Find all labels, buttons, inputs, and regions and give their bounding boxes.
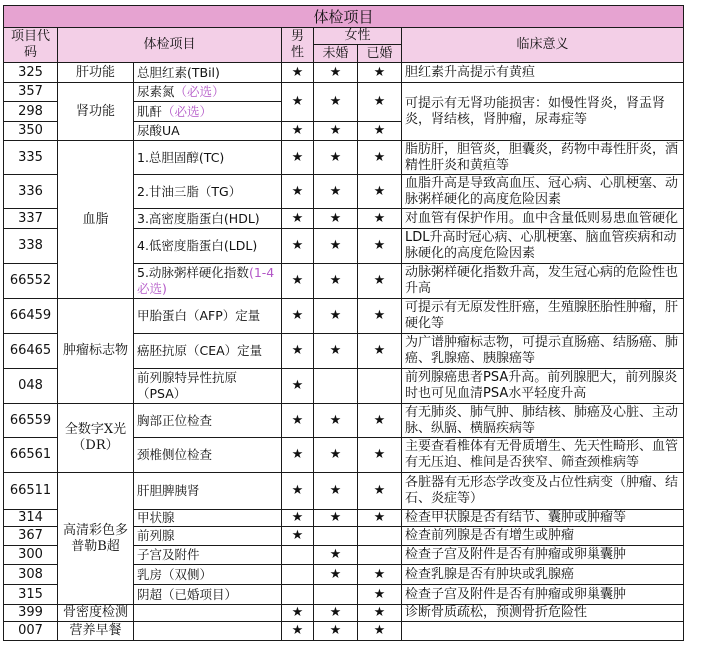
unmarried-cell: ★ [314, 473, 358, 510]
male-cell: ★ [282, 229, 314, 264]
code-cell: 66552 [4, 264, 58, 299]
male-cell: ★ [282, 438, 314, 473]
required-note: （必选） [174, 84, 225, 99]
unmarried-cell: ★ [314, 334, 358, 369]
table-row [4, 83, 684, 102]
meaning-cell: 对血管有保护作用。血中含量低则易患血管硬化 [402, 209, 684, 229]
married-cell: ★ [358, 209, 402, 229]
code-cell: 337 [4, 209, 58, 229]
married-cell: ★ [358, 404, 402, 438]
item-label: 尿素氮 [137, 84, 175, 99]
married-cell: ★ [358, 175, 402, 209]
meaning-cell: 脂肪肝，胆管炎，胆囊炎，药物中毒性肝炎，酒精性肝炎和黄疸等 [402, 141, 684, 175]
meaning-cell: 可提示有无肾功能损害：如慢性肾炎，肾盂肾炎，肾结核，肾肿瘤，尿毒症等 [402, 83, 684, 141]
meaning-cell [402, 622, 684, 641]
meaning-cell: 胆红素升高提示有黄疸 [402, 63, 684, 83]
meaning-cell: 检查子宫及附件是否有肿瘤或卵巢囊肿 [402, 546, 684, 565]
male-cell: ★ [282, 622, 314, 641]
unmarried-cell: ★ [314, 546, 358, 565]
male-cell: ★ [282, 510, 314, 527]
item-cell: 1.总胆固醇(TC) [134, 141, 282, 175]
meaning-cell: 检查子宫及附件是否有肿瘤或卵巢囊肿 [402, 585, 684, 605]
header-female: 女性 [314, 28, 402, 45]
unmarried-cell: ★ [314, 63, 358, 83]
meaning-cell: LDL升高时冠心病、心肌梗塞、脑血管疾病和动脉硬化的高度危险因素 [402, 229, 684, 264]
unmarried-cell: ★ [314, 565, 358, 585]
item-cell: 肝胆脾胰肾 [134, 473, 282, 510]
code-cell: 338 [4, 229, 58, 264]
married-cell: ★ [358, 141, 402, 175]
unmarried-cell: ★ [314, 622, 358, 641]
meaning-cell: 动脉粥样硬化指数升高，发生冠心病的危险性也升高 [402, 264, 684, 299]
meaning-cell: 可提示有无原发性肝癌，生殖腺胚胎性肿瘤，肝硬化等 [402, 299, 684, 334]
item-cell: 2.甘油三脂（TG） [134, 175, 282, 209]
married-cell: ★ [358, 122, 402, 141]
item-cell: 尿酸UA [134, 122, 282, 141]
meaning-cell: 检查前列腺是否有增生或肿瘤 [402, 527, 684, 546]
item-cell [134, 622, 282, 641]
table-row [4, 605, 684, 622]
item-cell [134, 83, 282, 102]
code-cell: 336 [4, 175, 58, 209]
code-cell: 399 [4, 605, 58, 622]
male-cell: ★ [282, 209, 314, 229]
category-cell: 肿瘤标志物 [58, 299, 134, 404]
married-cell: ★ [358, 510, 402, 527]
married-cell: ★ [358, 334, 402, 369]
category-cell: 全数字X光（DR） [58, 404, 134, 473]
married-cell: ★ [358, 605, 402, 622]
category-cell: 高清彩色多普勒B超 [58, 473, 134, 605]
header-code: 项目代码 [4, 28, 58, 63]
unmarried-cell: ★ [314, 83, 358, 122]
unmarried-cell: ★ [314, 229, 358, 264]
code-cell: 66561 [4, 438, 58, 473]
unmarried-cell: ★ [314, 510, 358, 527]
category-cell: 营养早餐 [58, 622, 134, 641]
code-cell: 314 [4, 510, 58, 527]
table-row [4, 404, 684, 438]
code-cell: 66511 [4, 473, 58, 510]
male-cell: ★ [282, 175, 314, 209]
married-cell: ★ [358, 83, 402, 122]
code-cell: 315 [4, 585, 58, 605]
meaning-cell: 前列腺癌患者PSA升高。前列腺肥大，前列腺炎时也可见血清PSA水平轻度升高 [402, 369, 684, 404]
table-title: 体检项目 [4, 6, 684, 28]
item-cell: 3.高密度脂蛋白(HDL) [134, 209, 282, 229]
header-row [4, 28, 684, 45]
male-cell: ★ [282, 605, 314, 622]
category-cell: 骨密度检测 [58, 605, 134, 622]
unmarried-cell: ★ [314, 209, 358, 229]
male-cell: ★ [282, 264, 314, 299]
item-cell: 甲状腺 [134, 510, 282, 527]
table-row [4, 63, 684, 83]
category-cell: 肝功能 [58, 63, 134, 83]
male-cell: ★ [282, 141, 314, 175]
male-cell: ★ [282, 334, 314, 369]
male-cell: ★ [282, 299, 314, 334]
male-cell: ★ [282, 122, 314, 141]
item-label: 肌酐 [137, 103, 163, 119]
married-cell: ★ [358, 585, 402, 605]
code-cell: 357 [4, 83, 58, 102]
required-note: (1-4必选) [137, 265, 275, 296]
item-cell: 子宫及附件 [134, 546, 282, 565]
category-cell: 血脂 [58, 141, 134, 299]
unmarried-cell: ★ [314, 141, 358, 175]
item-cell: 前列腺 [134, 527, 282, 546]
item-cell: 胸部正位检查 [134, 404, 282, 438]
meaning-cell: 检查乳腺是否有肿块或乳腺癌 [402, 565, 684, 585]
header-married: 已婚 [358, 45, 402, 63]
item-cell: 颈椎侧位检查 [134, 438, 282, 473]
required-note: （必选） [162, 103, 213, 119]
item-cell: 乳房（双侧） [134, 565, 282, 585]
code-cell: 66559 [4, 404, 58, 438]
male-cell [282, 565, 314, 585]
checkup-table [3, 5, 684, 641]
male-cell: ★ [282, 527, 314, 546]
code-cell: 007 [4, 622, 58, 641]
unmarried-cell: ★ [314, 175, 358, 209]
header-meaning: 临床意义 [402, 28, 684, 63]
unmarried-cell [314, 369, 358, 404]
table-row [4, 473, 684, 510]
married-cell: ★ [358, 264, 402, 299]
married-cell: ★ [358, 565, 402, 585]
male-cell: ★ [282, 473, 314, 510]
meaning-cell: 主要查看椎体有无骨质增生、先天性畸形、血管有无压迫、椎间是否狭窄、筛查颈椎病等 [402, 438, 684, 473]
item-cell: 甲胎蛋白（AFP）定量 [134, 299, 282, 334]
item-cell: 癌胚抗原（CEA）定量 [134, 334, 282, 369]
married-cell: ★ [358, 438, 402, 473]
married-cell: ★ [358, 63, 402, 83]
unmarried-cell: ★ [314, 605, 358, 622]
meaning-cell: 血脂升高是导致高血压、冠心病、心肌梗塞、动脉粥样硬化的高度危险因素 [402, 175, 684, 209]
unmarried-cell: ★ [314, 122, 358, 141]
header-male: 男性 [282, 28, 314, 63]
item-cell: 前列腺特异性抗原（PSA） [134, 369, 282, 404]
married-cell [358, 369, 402, 404]
code-cell: 350 [4, 122, 58, 141]
header-item: 体检项目 [58, 28, 282, 63]
item-cell [134, 102, 282, 122]
item-label: 5.动脉粥样硬化指数 [137, 265, 249, 280]
item-cell: 总胆红素(TBil) [134, 63, 282, 83]
male-cell: ★ [282, 83, 314, 122]
meaning-cell: 诊断骨质疏松，预测骨折危险性 [402, 605, 684, 622]
code-cell: 308 [4, 565, 58, 585]
code-cell: 367 [4, 527, 58, 546]
married-cell: ★ [358, 229, 402, 264]
meaning-cell: 各脏器有无形态学改变及占位性病变（肿瘤、结石、炎症等） [402, 473, 684, 510]
code-cell: 300 [4, 546, 58, 565]
male-cell [282, 546, 314, 565]
meaning-cell: 有无肺炎、肺气肿、肺结核、肺癌及心脏、主动脉、纵膈、横膈疾病等 [402, 404, 684, 438]
married-cell: ★ [358, 473, 402, 510]
male-cell: ★ [282, 404, 314, 438]
code-cell: 66459 [4, 299, 58, 334]
table-row [4, 299, 684, 334]
category-cell: 肾功能 [58, 83, 134, 141]
meaning-cell: 为广谱肿瘤标志物，可提示直肠癌、结肠癌、肺癌、乳腺癌、胰腺癌等 [402, 334, 684, 369]
meaning-cell: 检查甲状腺是否有结节、囊肿或肿瘤等 [402, 510, 684, 527]
male-cell: ★ [282, 63, 314, 83]
male-cell: ★ [282, 369, 314, 404]
item-cell: 4.低密度脂蛋白(LDL) [134, 229, 282, 264]
male-cell [282, 585, 314, 605]
unmarried-cell [314, 527, 358, 546]
married-cell: ★ [358, 622, 402, 641]
table-row [4, 622, 684, 641]
item-cell [134, 264, 282, 299]
table-row [4, 141, 684, 175]
code-cell: 298 [4, 102, 58, 122]
item-cell: 阴超（已婚项目） [134, 585, 282, 605]
unmarried-cell [314, 585, 358, 605]
code-cell: 325 [4, 63, 58, 83]
married-cell [358, 527, 402, 546]
unmarried-cell: ★ [314, 264, 358, 299]
code-cell: 048 [4, 369, 58, 404]
code-cell: 335 [4, 141, 58, 175]
title-row [4, 6, 684, 28]
code-cell: 66465 [4, 334, 58, 369]
unmarried-cell: ★ [314, 404, 358, 438]
married-cell: ★ [358, 299, 402, 334]
married-cell [358, 546, 402, 565]
header-unmarried: 未婚 [314, 45, 358, 63]
item-cell [134, 605, 282, 622]
unmarried-cell: ★ [314, 299, 358, 334]
unmarried-cell: ★ [314, 438, 358, 473]
